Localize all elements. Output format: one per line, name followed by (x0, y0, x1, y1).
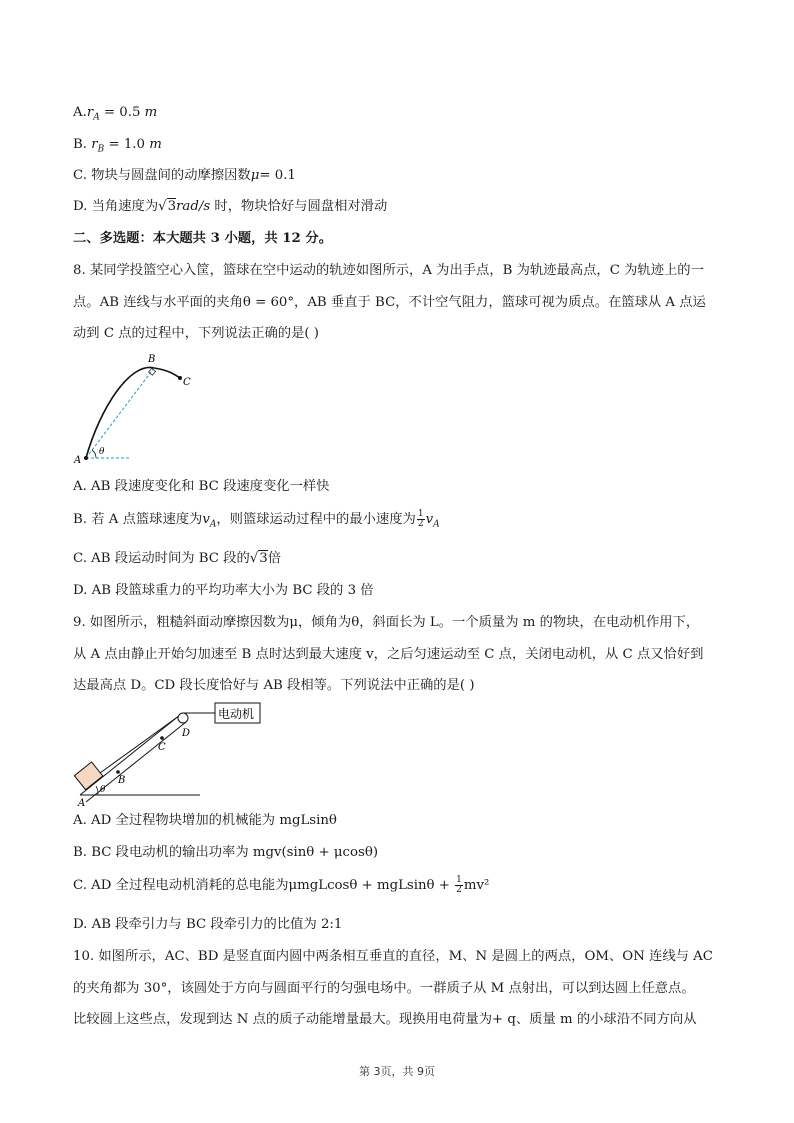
label-c: C (158, 742, 166, 753)
q10-stem-line-1: 10. 如图所示，AC、BD 是竖直面内圆中两条相互垂直的直径，M、N 是圆上的两点，OM、ON 连线与 AC (73, 949, 713, 964)
q9-option-a: A. AD 全过程物块增加的机械能为 mgLsinθ (73, 813, 337, 828)
q9-option-c: C. AD 全过程电动机消耗的总电能为μmgLcosθ + mgLsinθ + $\frac{1}{2}$ mv² (73, 875, 490, 895)
label-b: B (118, 775, 126, 786)
q7-option-d: D. 当角速度为√3rad/s 时，物块恰好与圆盘相对滑动 (73, 199, 388, 214)
label-b: B (148, 354, 156, 365)
q8-stem-line-1: 8. 某同学投篮空心入筐，篮球在空中运动的轨迹如图所示，A 为出手点，B 为轨迹最高点，C 为轨迹上的一 (73, 263, 704, 278)
point-a (84, 456, 88, 460)
q8-trajectory-figure (70, 348, 210, 466)
q9-stem-line-2: 从 A 点由静止开始匀加速至 B 点时达到最大速度 v，之后匀速运动至 C 点，关闭电动机，从 C 点又恰好到 (73, 647, 704, 662)
q9-option-b: B. BC 段电动机的输出功率为 mgv(sinθ + μcosθ) (73, 845, 379, 860)
q8-option-a: A. AB 段速度变化和 BC 段速度变化一样快 (73, 479, 330, 494)
q9-incline-figure (70, 698, 270, 806)
q10-stem-line-2: 的夹角都为 30°，该圆处于方向与圆面平行的匀强电场中。一群质子从 M 点射出，可以到达圆上任意点。 (73, 981, 695, 996)
label-c: C (183, 377, 191, 388)
angle-arc (92, 450, 96, 458)
rope (100, 713, 183, 773)
q9-option-d: D. AB 段牵引力与 BC 段牵引力的比值为 2:1 (73, 917, 343, 932)
point-b (116, 770, 120, 774)
label-theta: θ (99, 447, 105, 457)
pulley (178, 713, 188, 723)
motor-label: 电动机 (218, 707, 255, 721)
q8-stem-line-3: 动到 C 点的过程中，下列说法正确的是( ) (73, 326, 319, 341)
q8-option-d: D. AB 段篮球重力的平均功率大小为 BC 段的 3 倍 (73, 583, 374, 598)
incline-lower (80, 715, 180, 795)
q10-stem-line-3: 比较圆上这些点，发现到达 N 点的质子动能增量最大。现换用电荷量为+ q、质量 m 的小球沿不同方向从 (73, 1012, 697, 1027)
label-theta: θ (100, 785, 106, 795)
q8-option-b: B. 若 A 点篮球速度为$v_A$，则篮球运动过程中的最小速度为 $\frac{1}{2}$ $v_A$ (73, 509, 440, 530)
q7-option-c: C. 物块与圆盘间的动摩擦因数μ= 0.1 (73, 168, 296, 183)
ab-dashed-line (86, 368, 154, 458)
section-heading-multiple-choice: 二、多选题：本大题共 3 小题，共 12 分。 (73, 231, 333, 246)
point-c (160, 736, 164, 740)
trajectory-curve (86, 367, 180, 458)
label-d: D (182, 728, 191, 739)
page-footer: 第 3页，共 9页 (359, 1065, 435, 1078)
q7-option-a: $A.r_A = 0.5$ m (73, 105, 158, 123)
q8-stem-line-2: 点。AB 连线与水平面的夹角θ = 60°，AB 垂直于 BC，不计空气阻力，篮球可视为质点。在篮球从 A 点运 (73, 295, 706, 310)
q9-stem-line-1: 9. 如图所示，粗糙斜面动摩擦因数为μ，倾角为θ，斜面长为 L。一个质量为 m 的物块，在电动机作用下， (73, 615, 700, 630)
q9-stem-line-3: 达最高点 D。CD 段长度恰好与 AB 段相等。下列说法中正确的是( ) (73, 678, 475, 693)
block (74, 762, 102, 790)
point-c (178, 376, 182, 380)
label-a: A (78, 798, 86, 806)
q7-option-b: B. $r_B = 1.0$ m (73, 137, 162, 155)
q8-option-c: C. AB 段运动时间为 BC 段的√3倍 (73, 551, 282, 566)
label-a: A (74, 455, 82, 466)
